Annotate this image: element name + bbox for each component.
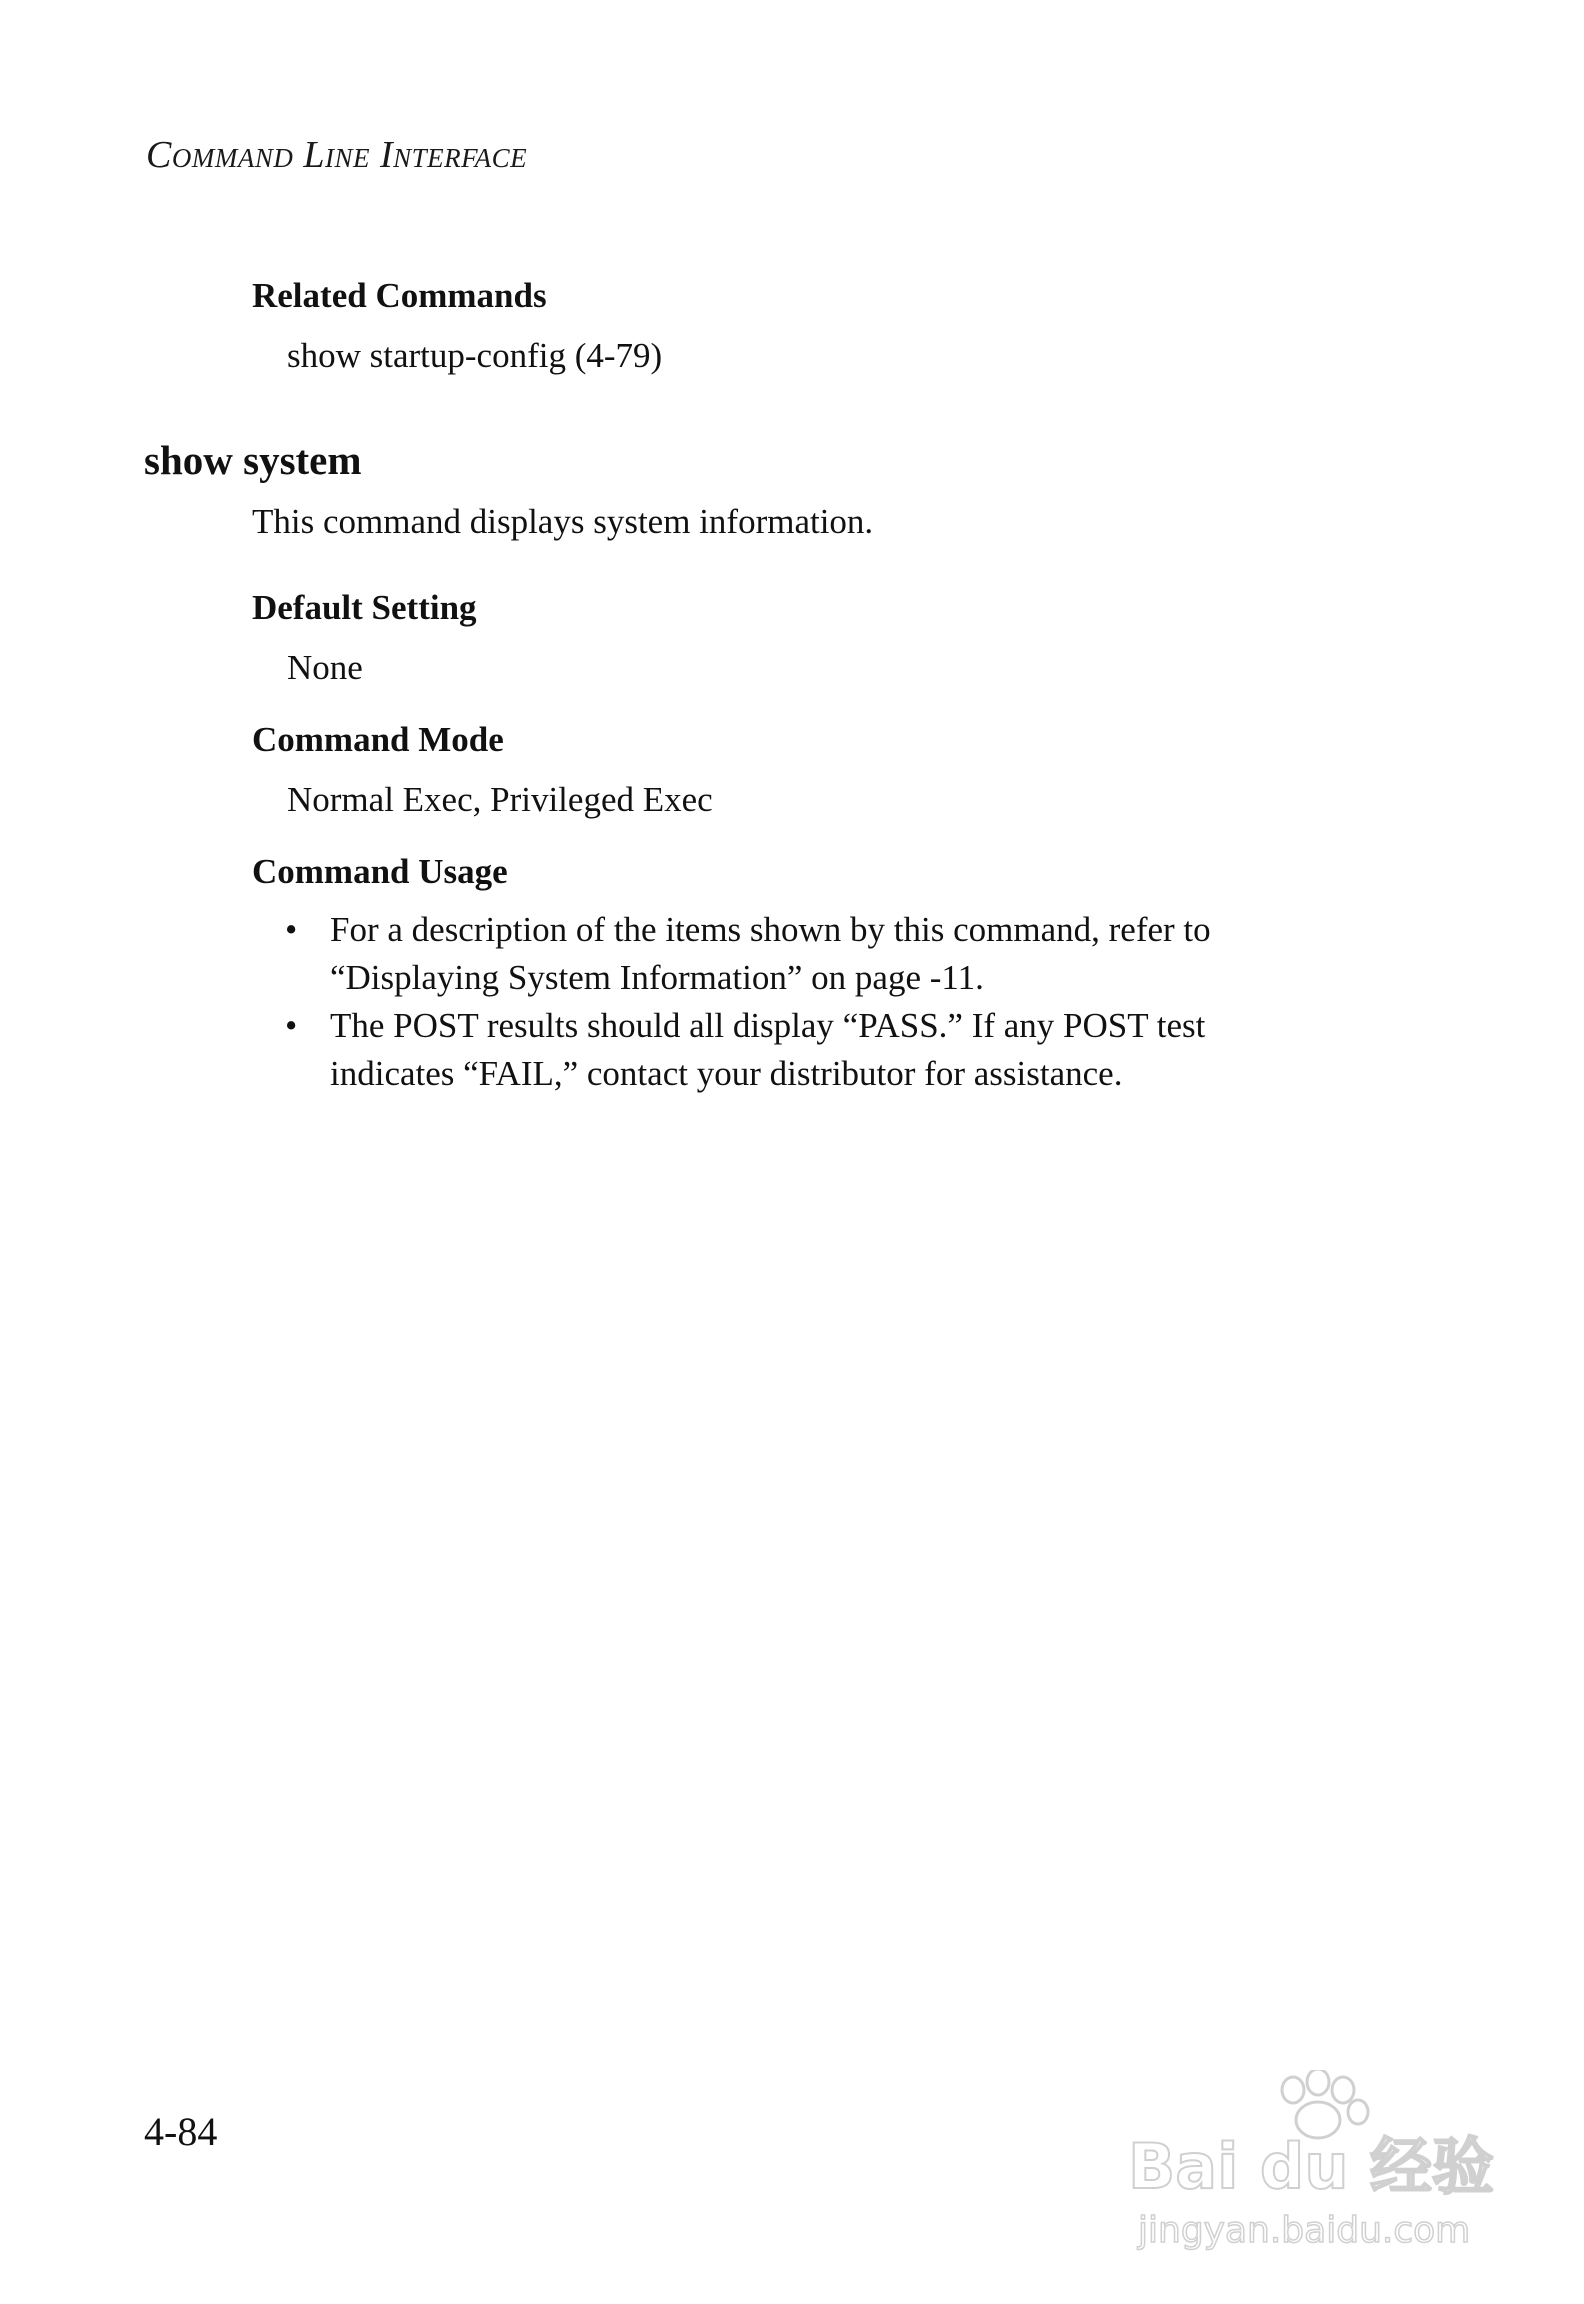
list-item-line: The POST results should all display “PASS.” If any POST test xyxy=(330,1006,1206,1045)
list-item xyxy=(285,906,1345,1002)
page-number: 4-84 xyxy=(144,2109,218,2154)
paw-icon xyxy=(1282,2070,1368,2138)
command-mode-value: Normal Exec, Privileged Exec xyxy=(287,780,713,819)
baidu-watermark xyxy=(1118,2070,1518,2270)
related-command-item: show startup-config (4-79) xyxy=(287,336,663,375)
watermark-url: jingyan.baidu.com xyxy=(1138,2210,1471,2251)
bullet-icon: • xyxy=(285,910,298,949)
related-commands-heading: Related Commands xyxy=(252,276,547,315)
default-setting-heading: Default Setting xyxy=(252,588,477,627)
command-usage-list xyxy=(285,906,1345,1098)
list-item-line: For a description of the items shown by this command, refer to xyxy=(330,910,1211,949)
running-head: Command Line Interface xyxy=(146,134,528,176)
command-description: This command displays system information. xyxy=(252,502,874,541)
list-item-line: indicates “FAIL,” contact your distributor for assistance. xyxy=(330,1054,1123,1093)
list-item xyxy=(285,1002,1345,1098)
default-setting-value: None xyxy=(287,648,363,687)
watermark-logo-text: Bai du 经验 xyxy=(1128,2130,1495,2203)
bullet-icon: • xyxy=(285,1006,298,1045)
command-title: show system xyxy=(144,437,362,483)
command-usage-heading: Command Usage xyxy=(252,852,508,891)
list-item-line: “Displaying System Information” on page -11. xyxy=(330,958,984,997)
command-mode-heading: Command Mode xyxy=(252,720,504,759)
